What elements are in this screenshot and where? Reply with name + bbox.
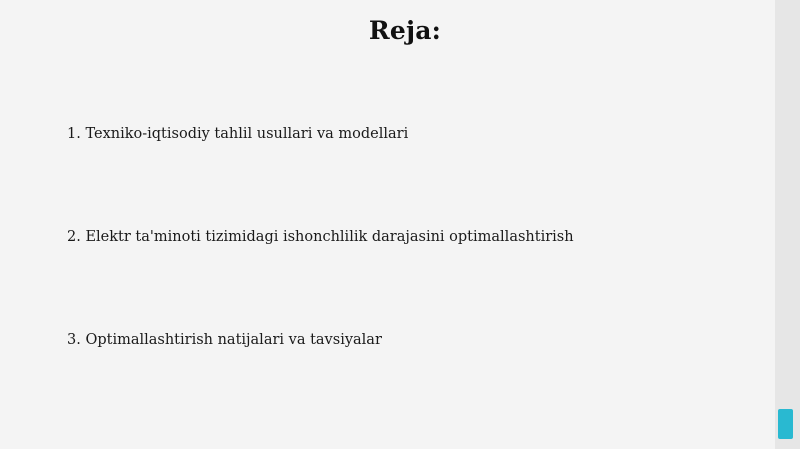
- scrollbar-thumb[interactable]: [778, 409, 793, 439]
- plan-item-1: 1. Texniko-iqtisodiy tahlil usullari va modellari: [67, 126, 409, 142]
- plan-item-2: 2. Elektr ta'minoti tizimidagi ishonchlilik darajasini optimallashtirish: [67, 229, 574, 245]
- vertical-scrollbar[interactable]: [775, 0, 800, 449]
- plan-item-3: 3. Optimallashtirish natijalari va tavsiyalar: [67, 332, 382, 348]
- slide-title: Reja:: [368, 16, 442, 45]
